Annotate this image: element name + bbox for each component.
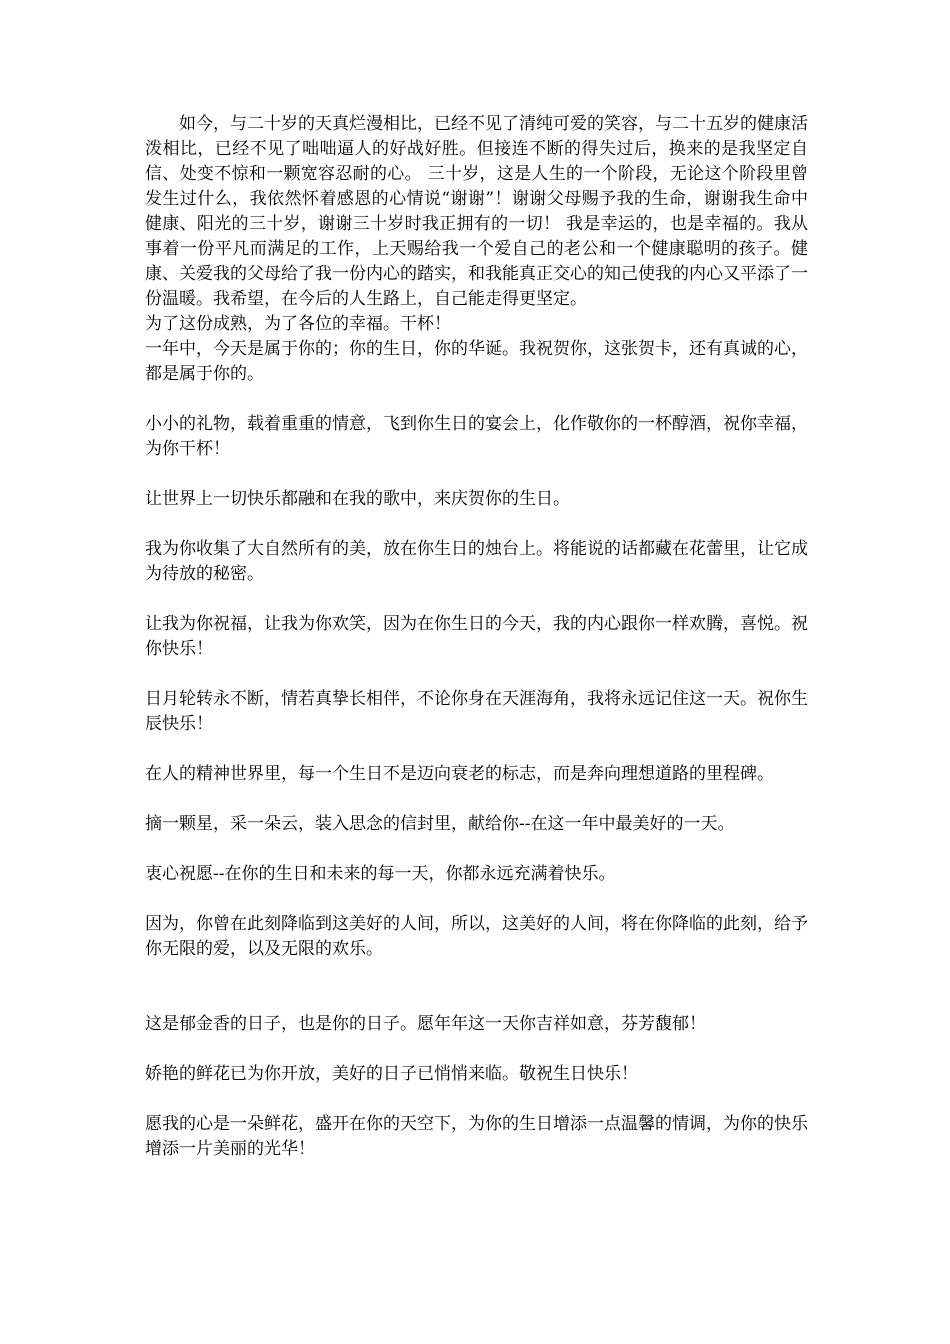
paragraph-thirty-years: 如今，与二十岁的天真烂漫相比，已经不见了清纯可爱的笑容，与二十五岁的健康活泼相比，已经不见了咄咄逼人的好战好胜。但接连不断的得失过后，换来的是我坚定自信、处变不惊和一颗宽容忍耐的心。 三十岁，这是人生的一个阶段，无论这个阶段里曾发生过什么，我依然怀着感恩的心情说“谢谢”！谢谢父母赐予我的生命，谢谢我生命中健康、阳光的三十岁，谢谢三十岁时我正拥有的一切！ 我是幸运的，也是幸福的。我从事着一份平凡而满足的工作，上天赐给我一个爱自己的老公和一个健康聪明的孩子。健康、关爱我的父母给了我一份内心的踏实，和我能真正交心的知己使我的内心又平添了一份温暖。我希望，在今后的人生路上，自己能走得更坚定。 <box>145 114 808 309</box>
paragraph-milestone: 在人的精神世界里，每一个生日不是迈向衰老的标志，而是奔向理想道路的里程碑。 <box>145 764 774 784</box>
paragraph-candle: 我为你收集了大自然所有的美，放在你生日的烛台上。将能说的话都藏在花蕾里，让它成为待放的秘密。 <box>145 539 808 584</box>
paragraph-birthday-card: 一年中，今天是属于你的；你的生日，你的华诞。我祝贺你，这张贺卡，还有真诚的心，都是属于你的。 <box>145 339 808 384</box>
spacer <box>145 837 808 862</box>
spacer <box>145 462 808 487</box>
paragraph-star: 摘一颗星，采一朵云，装入思念的信封里，献给你--在这一年中最美好的一天。 <box>145 814 735 834</box>
paragraph-sun-moon: 日月轮转永不断，情若真挚长相伴，不论你身在天涯海角，我将永远记住这一天。祝你生辰快乐！ <box>145 689 808 734</box>
paragraph-descend: 因为，你曾在此刻降临到这美好的人间，所以，这美好的人间，将在你降临的此刻，给予你无限的爱，以及无限的欢乐。 <box>145 914 808 959</box>
spacer <box>145 512 808 537</box>
paragraph-small-gift: 小小的礼物，载着重重的情意，飞到你生日的宴会上，化作敬你的一杯醇酒，祝你幸福，为你干杯！ <box>145 414 808 459</box>
paragraph-sincere-wish: 衷心祝愿--在你的生日和未来的每一天，你都永远充满着快乐。 <box>145 864 616 884</box>
paragraph-heart-flower: 愿我的心是一朵鲜花，盛开在你的天空下，为你的生日增添一点温馨的情调，为你的快乐增添一片美丽的光华！ <box>145 1114 808 1159</box>
document-body <box>145 112 808 1162</box>
paragraph-flowers: 娇艳的鲜花已为你开放，美好的日子已悄悄来临。敬祝生日快乐！ <box>145 1064 638 1084</box>
spacer <box>145 787 808 812</box>
paragraph-blessing: 让我为你祝福，让我为你欢笑，因为在你生日的今天，我的内心跟你一样欢腾，喜悦。祝你快乐！ <box>145 614 808 659</box>
paragraph-toast: 为了这份成熟，为了各位的幸福。干杯！ <box>145 314 451 334</box>
paragraph-song: 让世界上一切快乐都融和在我的歌中，来庆贺你的生日。 <box>145 489 570 509</box>
spacer <box>145 387 808 412</box>
spacer <box>145 737 808 762</box>
spacer <box>145 587 808 612</box>
spacer <box>145 1087 808 1112</box>
spacer <box>145 962 808 1012</box>
spacer <box>145 1037 808 1062</box>
spacer <box>145 887 808 912</box>
spacer <box>145 662 808 687</box>
paragraph-tulip: 这是郁金香的日子，也是你的日子。愿年年这一天你吉祥如意，芬芳馥郁！ <box>145 1014 706 1034</box>
